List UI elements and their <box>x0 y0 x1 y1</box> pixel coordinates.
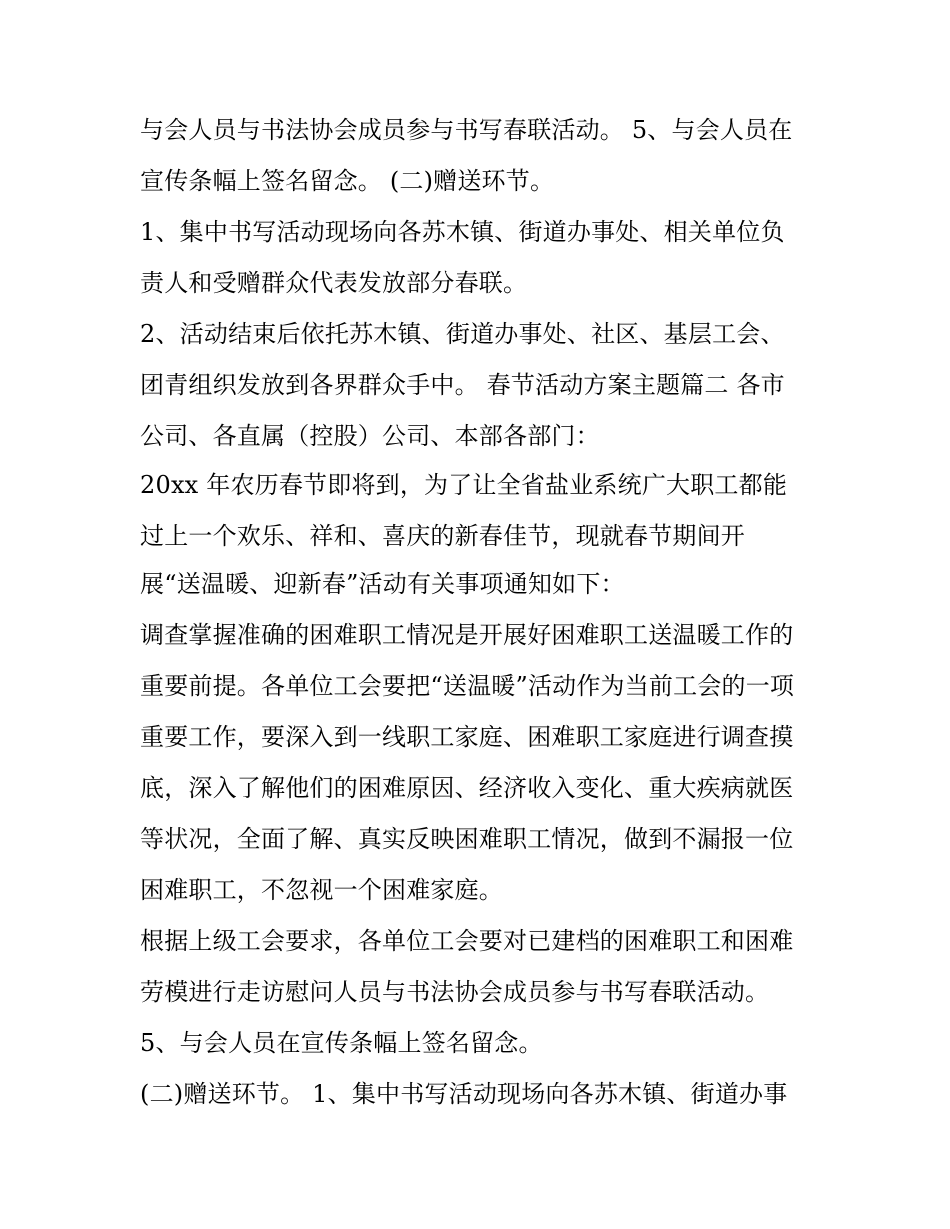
text-line: 1、集中书写活动现场向各苏木镇、街道办事处、相关单位负 <box>140 218 785 246</box>
text-line: 与会人员与书法协会成员参与书写春联活动。 5、与会人员在 <box>140 116 793 144</box>
text-line: 公司、各直属（控股）公司、本部各部门： <box>140 422 600 450</box>
text-line: 根据上级工会要求，各单位工会要对已建档的困难职工和困难 <box>140 927 794 955</box>
text-line: 20xx 年农历春节即将到，为了让全省盐业系统广大职工都能 <box>140 471 788 499</box>
text-line: 劳模进行走访慰问人员与书法协会成员参与书写春联活动。 <box>140 978 770 1006</box>
text-line: 重要前提。各单位工会要把“送温暖”活动作为当前工会的一项 <box>140 672 795 700</box>
text-line: 调查掌握准确的困难职工情况是开展好困难职工送温暖工作的 <box>140 621 794 649</box>
text-line: 团青组织发放到各界群众手中。 春节活动方案主题篇二 各市 <box>140 371 785 399</box>
text-line: 底，深入了解他们的困难原因、经济收入变化、重大疾病就医 <box>140 774 794 802</box>
text-line: 困难职工，不忽视一个困难家庭。 <box>140 876 503 904</box>
text-line: 宣传条幅上签名留念。 (二)赠送环节。 <box>140 167 555 195</box>
text-line: 2、活动结束后依托苏木镇、街道办事处、社区、基层工会、 <box>140 320 785 348</box>
text-line: (二)赠送环节。 1、集中书写活动现场向各苏木镇、街道办事 <box>140 1080 788 1108</box>
text-line: 等状况，全面了解、真实反映困难职工情况，做到不漏报一位 <box>140 825 794 853</box>
text-line: 责人和受赠群众代表发放部分春联。 <box>140 269 528 297</box>
text-line: 展“送温暖、迎新春”活动有关事项通知如下： <box>140 570 625 598</box>
text-line: 5、与会人员在宣传条幅上签名留念。 <box>140 1029 543 1057</box>
text-line: 过上一个欢乐、祥和、喜庆的新春佳节，现就春节期间开 <box>140 522 745 550</box>
text-line: 重要工作，要深入到一线职工家庭、困难职工家庭进行调查摸 <box>140 723 794 751</box>
